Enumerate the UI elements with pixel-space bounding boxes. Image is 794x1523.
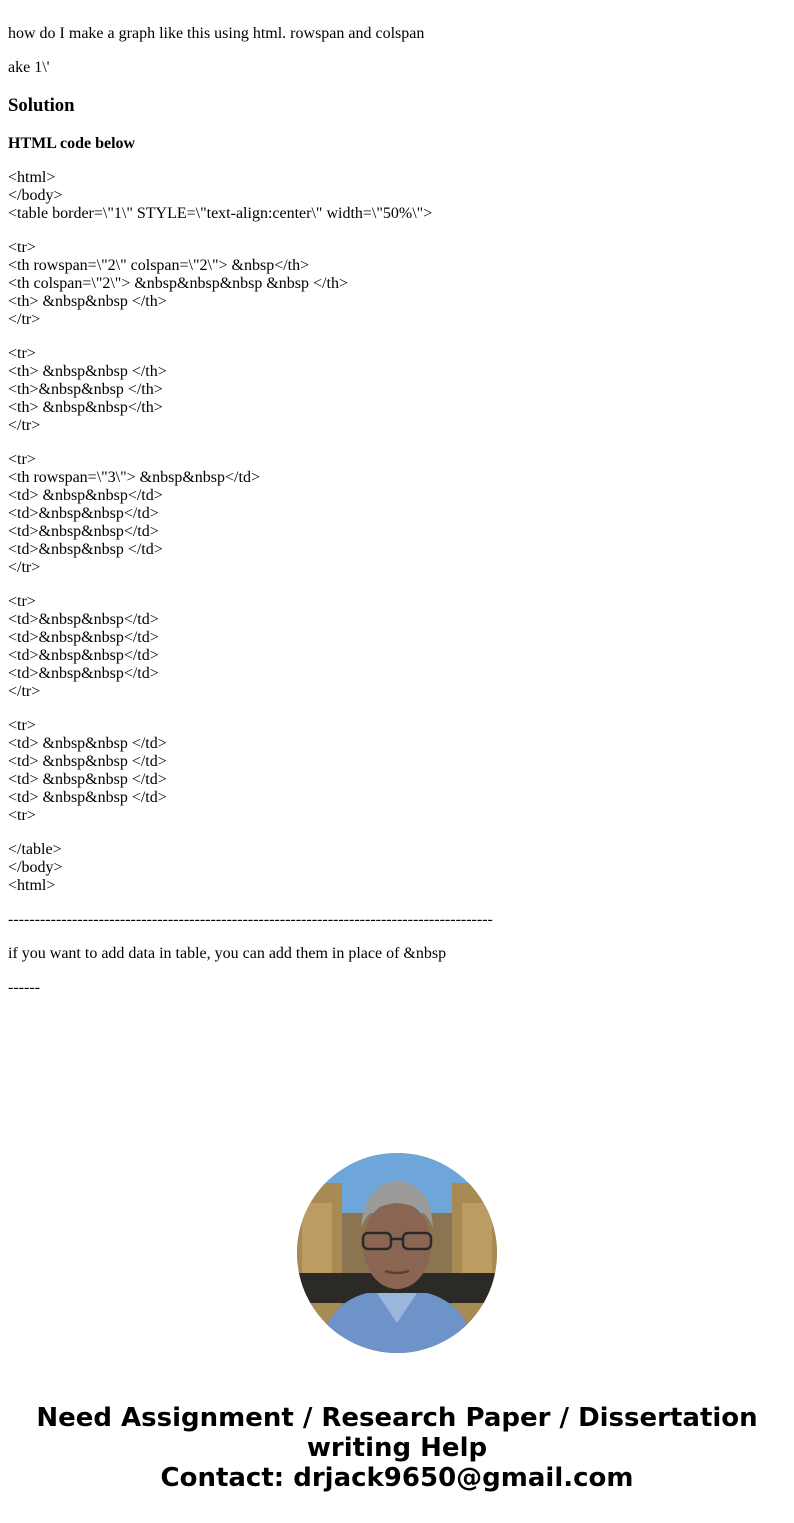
code-line: </tr>: [8, 311, 41, 328]
code-paragraph: [8, 841, 778, 895]
note-text: if you want to add data in table, you can add them in place of &nbsp: [8, 945, 447, 962]
code-line: <th colspan=\"2\"> &nbsp&nbsp&nbsp &nbsp </th>: [8, 275, 348, 292]
code-line: <th rowspan=\"2\" colspan=\"2\"> &nbsp</th>: [8, 257, 310, 274]
code-line: <tr>: [8, 593, 36, 610]
banner-contact: Contact: drjack9650@gmail.com: [160, 1463, 634, 1493]
code-line: <td>&nbsp&nbsp</td>: [8, 611, 159, 628]
code-line: <td>&nbsp&nbsp</td>: [8, 665, 159, 682]
code-line: </table>: [8, 841, 62, 858]
code-paragraph: [8, 593, 778, 701]
code-line: </tr>: [8, 683, 41, 700]
code-line: <td> &nbsp&nbsp </td>: [8, 771, 167, 788]
code-line: <td>&nbsp&nbsp</td>: [8, 647, 159, 664]
code-line: <html>: [8, 877, 56, 894]
separator-line: -------------------------------------------------------------------------------------------: [8, 911, 493, 928]
code-line: <td>&nbsp&nbsp</td>: [8, 629, 159, 646]
code-line: <table border=\"1\" STYLE=\"text-align:center\" width=\"50%\">: [8, 205, 433, 222]
banner-line-2: writing Help: [306, 1433, 488, 1463]
code-line: <td>&nbsp&nbsp</td>: [8, 523, 159, 540]
document-body: [8, 0, 778, 1013]
code-paragraph: [8, 239, 778, 329]
code-line: <tr>: [8, 451, 36, 468]
code-line: </tr>: [8, 559, 41, 576]
code-line: <th> &nbsp&nbsp</th>: [8, 399, 163, 416]
code-line: </body>: [8, 187, 63, 204]
code-line: <th> &nbsp&nbsp </th>: [8, 363, 167, 380]
help-banner: [0, 1403, 794, 1493]
end-separator: ------: [8, 979, 40, 996]
code-line: <th>&nbsp&nbsp </th>: [8, 381, 163, 398]
question-extra: ake 1\': [8, 59, 50, 76]
code-line: <tr>: [8, 807, 36, 824]
banner-line-1: Need Assignment / Research Paper / Dissertation: [36, 1403, 758, 1433]
code-line: <td> &nbsp&nbsp </td>: [8, 789, 167, 806]
code-line: <tr>: [8, 345, 36, 362]
author-avatar: [297, 1153, 497, 1353]
code-line: <tr>: [8, 239, 36, 256]
code-line: </tr>: [8, 417, 41, 434]
code-line: <td> &nbsp&nbsp </td>: [8, 753, 167, 770]
code-paragraph: [8, 345, 778, 435]
code-line: <tr>: [8, 717, 36, 734]
author-photo: [297, 1153, 497, 1353]
code-line: <td>&nbsp&nbsp </td>: [8, 541, 163, 558]
html-code-listing: [8, 169, 778, 895]
question-text: how do I make a graph like this using html. rowspan and colspan: [8, 25, 425, 42]
code-line: <td> &nbsp&nbsp</td>: [8, 487, 163, 504]
code-line: <td>&nbsp&nbsp</td>: [8, 505, 159, 522]
code-line: </body>: [8, 859, 63, 876]
code-paragraph: [8, 717, 778, 825]
code-line: <td> &nbsp&nbsp </td>: [8, 735, 167, 752]
solution-subheading: HTML code below: [8, 135, 136, 152]
code-line: <th rowspan=\"3\"> &nbsp&nbsp</td>: [8, 469, 260, 486]
solution-heading: Solution: [8, 95, 75, 116]
code-paragraph: [8, 169, 778, 223]
code-paragraph: [8, 451, 778, 577]
code-line: <th> &nbsp&nbsp </th>: [8, 293, 167, 310]
code-line: <html>: [8, 169, 56, 186]
